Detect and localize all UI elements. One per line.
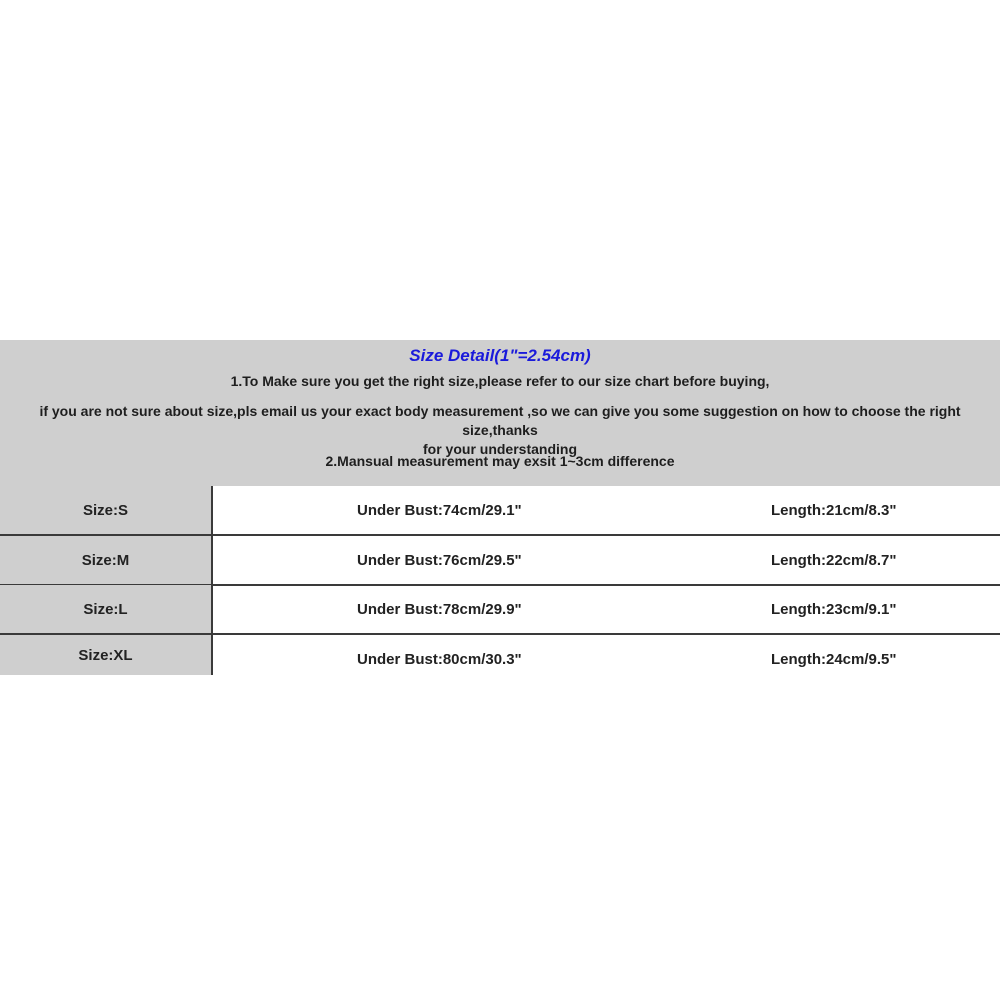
size-chart-note-contact-line-2: for your understanding [423,441,577,457]
under-bust-value: Under Bust:78cm/29.9" [357,600,522,618]
size-chart-note-1: 1.To Make sure you get the right size,please refer to our size chart before buying, [230,373,770,389]
size-detail-header [0,340,1000,486]
length-value: Length:21cm/8.3" [771,501,897,519]
table-row [0,536,1000,584]
size-label: Size:L [0,585,213,633]
size-detail-title: Size Detail(1"=2.54cm) [409,346,591,365]
under-bust-value: Under Bust:76cm/29.5" [357,551,522,569]
table-row [0,486,1000,534]
length-value: Length:24cm/9.5" [771,650,897,668]
under-bust-value: Under Bust:74cm/29.1" [357,501,522,519]
table-row [0,585,1000,633]
size-detail-sheet [0,340,1000,675]
size-label: Size:XL [0,635,213,675]
size-chart-note-contact [0,402,1000,459]
size-chart-note-2: 2.Mansual measurement may exsit 1~3cm difference [325,453,675,469]
size-chart-note-contact-line-1: if you are not sure about size,pls email us your exact body measurement ,so we can give you some suggestion on how to choose the right size,thanks [39,403,961,438]
under-bust-value: Under Bust:80cm/30.3" [357,650,522,668]
length-value: Length:22cm/8.7" [771,551,897,569]
size-label: Size:M [0,536,213,584]
size-label: Size:S [0,486,213,534]
length-value: Length:23cm/9.1" [771,600,897,618]
table-row [0,635,1000,675]
